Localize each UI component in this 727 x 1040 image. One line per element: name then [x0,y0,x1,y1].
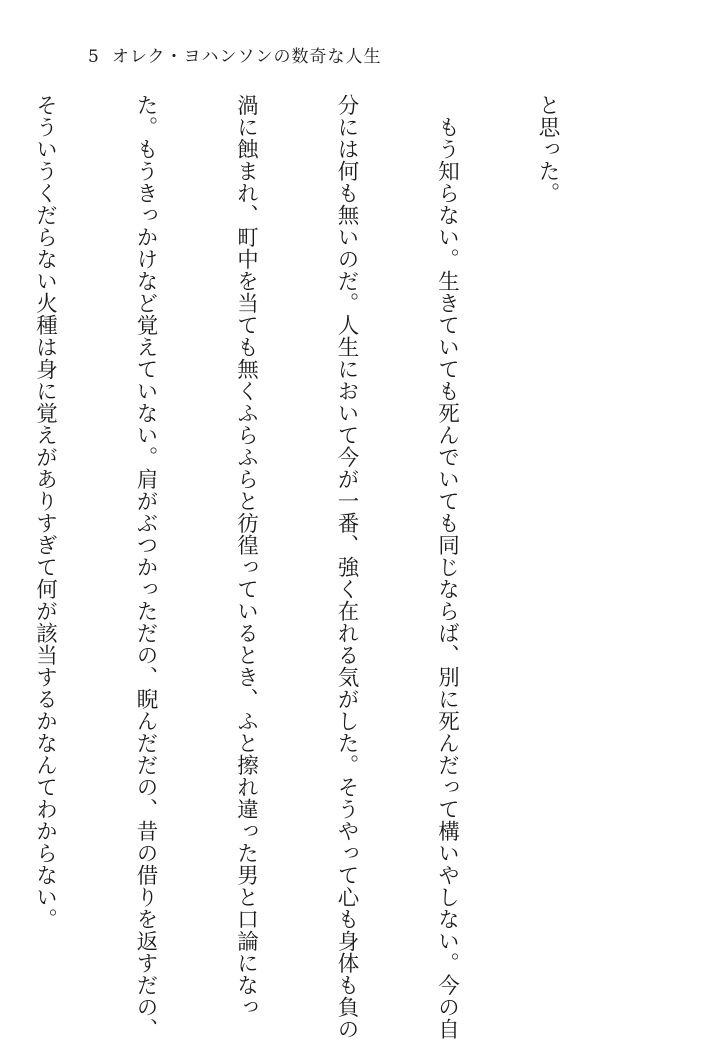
book-title: オレク・ヨハンソンの数奇な人生 [111,47,382,67]
page-number: 5 [88,47,100,67]
text-column: た。もうきっかけなど覚えていない。肩がぶつかっただの、睨んだだの、昔の借りを返すだの、 [133,94,158,1040]
text-column: もう知らない。生きていても死んでいても同じならば、別に死んだって構いやしない。今の自 [434,115,460,1040]
text-column: 渦に蝕まれ、町中を当ても無くふらふらと彷徨っているとき、ふと擦れ違った男と口論になっ [233,94,259,1018]
text-column: 分には何も無いのだ。人生において今が一番、強く在れる気がした。そうやって心も身体も負の [334,94,359,1040]
running-header [88,42,382,67]
text-column: そういうくだらない火種は身に覚えがありすぎて何が該当するかなんてわからない。 [32,94,58,930]
text-column: と思った。 [535,94,560,204]
body-text [0,94,631,1040]
